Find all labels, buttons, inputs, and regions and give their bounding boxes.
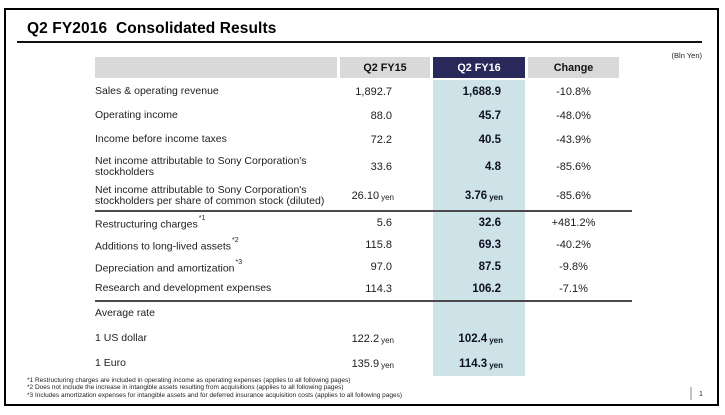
row-label: Depreciation and amortization$^{*3}$	[95, 258, 243, 274]
footnote-2: *2 Does not include the increase in intangible assets resulting from acquisitions (applies to all following pages)	[27, 384, 344, 392]
unit-note: (Bln Yen)	[671, 51, 702, 60]
change-value: +481.2%	[551, 217, 596, 229]
change-value: -85.6%	[556, 161, 591, 173]
change-value: -9.8%	[559, 261, 588, 273]
row-label: Income before income taxes	[95, 133, 227, 146]
change-value	[528, 326, 619, 352]
fy15-value: 1,892.7	[355, 86, 392, 98]
fy16-value: 40.5	[433, 128, 525, 152]
row-label: Net income attributable to Sony Corporation's stockholders per share of common stock (diluted)	[95, 183, 325, 207]
fy16-value: 87.5	[433, 256, 525, 278]
row-label: 1 US dollar	[95, 332, 147, 345]
row-label: Additions to long-lived assets$^{*2}$	[95, 236, 239, 252]
fy16-value: 1,688.9	[433, 80, 525, 104]
footnote-marker: *1	[198, 214, 206, 222]
fy16-value: 69.3	[433, 234, 525, 256]
footnote-3: *3 Includes amortization expenses for intangible assets and for deferred insurance acquisition costs (applies to all following pages)	[27, 391, 403, 399]
row-label: Operating income	[95, 109, 178, 122]
fy15-value: 26.10 yen	[351, 190, 394, 202]
change-value: -7.1%	[559, 283, 588, 295]
fy15-value: 33.6	[370, 161, 392, 173]
fy16-value: 102.4 yen	[433, 326, 525, 352]
header-empty-cell	[95, 57, 337, 78]
results-table	[95, 57, 619, 376]
row-label: Sales & operating revenue	[95, 85, 219, 98]
row-label: Research and development expenses	[95, 282, 272, 295]
footnote-marker: *3	[235, 258, 243, 266]
page-number: 1	[698, 389, 703, 398]
fy16-value: 3.76 yen	[433, 182, 525, 210]
fy15-value: 114.3	[365, 283, 392, 295]
fy15-value: 122.2 yen	[351, 333, 394, 345]
footnote-1: *1 Restructuring charges are included in operating income as operating expenses (applies to all following pages)	[27, 377, 351, 384]
fy16-value: 106.2	[433, 278, 525, 300]
title-underline	[17, 41, 702, 43]
row-label: 1 Euro	[95, 357, 126, 370]
change-value: -40.2%	[556, 239, 591, 251]
page-divider	[690, 387, 692, 400]
change-value: -10.8%	[556, 86, 591, 98]
header-fy16: Q2 FY16	[433, 57, 525, 78]
footnote-marker: *2	[232, 236, 239, 244]
fy15-value: 135.9 yen	[351, 358, 394, 370]
change-value	[528, 302, 619, 326]
header-fy15: Q2 FY15	[340, 57, 430, 78]
fy15-value	[340, 302, 430, 326]
page-corner	[690, 387, 703, 400]
row-label: Average rate	[95, 307, 155, 320]
fy15-value: 88.0	[370, 110, 392, 122]
page-title: Q2 FY2016 Consolidated Results	[27, 20, 277, 37]
fy15-value: 115.8	[365, 239, 392, 251]
fy16-value	[433, 302, 525, 326]
fy16-value: 4.8	[433, 152, 525, 182]
fy15-value: 5.6	[376, 217, 392, 229]
row-label: Restructuring charges$^{*1}$	[95, 214, 206, 230]
header-change: Change	[528, 57, 619, 78]
change-value: -43.9%	[556, 134, 591, 146]
change-value: -48.0%	[556, 110, 591, 122]
slide	[4, 8, 719, 406]
footnotes	[27, 377, 402, 399]
row-label: Net income attributable to Sony Corporation's stockholders	[95, 154, 307, 178]
fy15-value: 97.0	[370, 261, 392, 273]
fy15-value: 72.2	[370, 134, 392, 146]
fy16-value: 114.3 yen	[433, 352, 525, 376]
change-value	[528, 352, 619, 376]
fy16-value: 32.6	[433, 212, 525, 234]
change-value: -85.6%	[556, 190, 591, 202]
fy16-value: 45.7	[433, 104, 525, 128]
